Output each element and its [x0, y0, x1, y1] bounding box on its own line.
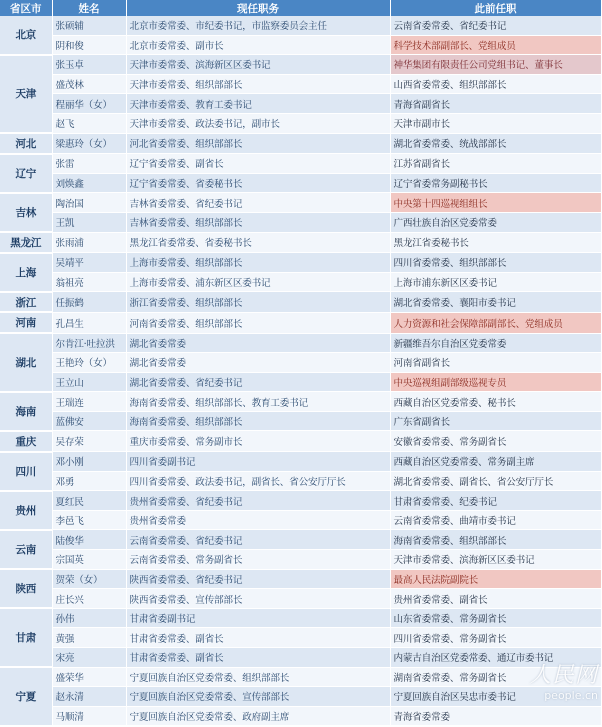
name-cell: 孙伟 [52, 608, 126, 628]
name-cell: 吴靖平 [52, 253, 126, 273]
table-row [0, 74, 601, 94]
table-row [0, 333, 601, 353]
current-post-cell: 上海市委常委、浦东新区区委书记 [126, 272, 390, 292]
previous-post-cell: 江苏省副省长 [390, 154, 601, 174]
previous-post-cell: 天津市委常委、滨海新区区委书记 [390, 550, 601, 570]
name-cell: 邓小刚 [52, 452, 126, 472]
previous-post-cell: 最高人民法院副院长 [390, 569, 601, 589]
table-row [0, 569, 601, 589]
name-cell: 赵飞 [52, 113, 126, 133]
previous-post-cell: 甘肃省委常委、纪委书记 [390, 491, 601, 511]
table-row [0, 272, 601, 292]
previous-post-cell: 中央第十四巡视组组长 [390, 193, 601, 213]
table-row [0, 212, 601, 232]
current-post-cell: 宁夏回族自治区党委常委、宣传部部长 [126, 687, 390, 707]
current-post-cell: 天津市委常委、政法委书记，副市长 [126, 113, 390, 133]
previous-post-cell: 河南省副省长 [390, 353, 601, 373]
current-post-cell: 辽宁省委常委、副省长 [126, 154, 390, 174]
name-cell: 任振鹤 [52, 292, 126, 313]
current-post-cell: 贵州省委常委 [126, 510, 390, 530]
name-cell: 盛茂林 [52, 74, 126, 94]
current-post-cell: 四川省委副书记 [126, 452, 390, 472]
previous-post-cell: 科学技术部副部长、党组成员 [390, 35, 601, 55]
current-post-cell: 甘肃省委常委、副省长 [126, 648, 390, 668]
name-cell: 尔肯江·吐拉洪 [52, 333, 126, 353]
province-cell: 河北 [0, 133, 52, 154]
previous-post-cell: 山西省委常委、组织部部长 [390, 74, 601, 94]
name-cell: 李邑飞 [52, 510, 126, 530]
name-cell: 陆俊华 [52, 530, 126, 550]
current-post-cell: 云南省委常委、常务副省长 [126, 550, 390, 570]
current-post-cell: 上海市委常委、组织部部长 [126, 253, 390, 273]
table-row [0, 510, 601, 530]
table-row [0, 154, 601, 174]
name-cell: 吴存荣 [52, 431, 126, 452]
previous-post-cell: 云南省委常委、省纪委书记 [390, 16, 601, 35]
table-row [0, 550, 601, 570]
table-row [0, 133, 601, 154]
name-cell: 刘焕鑫 [52, 173, 126, 193]
watermark-text-cn: 人民网 [528, 663, 598, 688]
name-cell: 宋亮 [52, 648, 126, 668]
current-post-cell: 黑龙江省委常委、省委秘书长 [126, 232, 390, 253]
current-post-cell: 贵州省委常委、省纪委书记 [126, 491, 390, 511]
current-post-cell: 湖北省委常委 [126, 333, 390, 353]
table-row [0, 589, 601, 609]
header-previous-post: 此前任职 [390, 0, 601, 16]
header-province: 省区市 [0, 0, 52, 16]
name-cell: 陶治国 [52, 193, 126, 213]
previous-post-cell: 天津市副市长 [390, 113, 601, 133]
header-row [0, 0, 601, 16]
previous-post-cell: 辽宁省委常务副秘书长 [390, 173, 601, 193]
name-cell: 孔昌生 [52, 312, 126, 333]
name-cell: 赵永清 [52, 687, 126, 707]
current-post-cell: 天津市委常委、教育工委书记 [126, 94, 390, 114]
table-row [0, 392, 601, 412]
table-row [0, 667, 601, 687]
table-row [0, 55, 601, 75]
current-post-cell: 河南省委常委、组织部部长 [126, 312, 390, 333]
previous-post-cell: 西藏自治区党委常委、秘书长 [390, 392, 601, 412]
table-body [0, 16, 601, 726]
province-cell: 重庆 [0, 431, 52, 452]
name-cell: 张玉卓 [52, 55, 126, 75]
header-current-post: 现任职务 [126, 0, 390, 16]
name-cell: 张硕辅 [52, 16, 126, 35]
name-cell: 阴和俊 [52, 35, 126, 55]
province-cell: 四川 [0, 452, 52, 491]
table-row [0, 372, 601, 392]
table-row [0, 530, 601, 550]
province-cell: 河南 [0, 312, 52, 333]
previous-post-cell: 贵州省委常委、副省长 [390, 589, 601, 609]
name-cell: 程丽华（女） [52, 94, 126, 114]
province-cell: 吉林 [0, 193, 52, 232]
current-post-cell: 湖北省委常委 [126, 353, 390, 373]
name-cell: 王艳玲（女） [52, 353, 126, 373]
current-post-cell: 宁夏回族自治区党委常委、政府副主席 [126, 706, 390, 726]
previous-post-cell: 西藏自治区党委常委、常务副主席 [390, 452, 601, 472]
province-cell: 黑龙江 [0, 232, 52, 253]
province-cell: 湖北 [0, 333, 52, 392]
table-row [0, 687, 601, 707]
province-cell: 云南 [0, 530, 52, 569]
previous-post-cell: 黑龙江省委秘书长 [390, 232, 601, 253]
previous-post-cell: 湖北省委常委、副省长、省公安厅厅长 [390, 471, 601, 491]
name-cell: 蓝佛安 [52, 411, 126, 431]
previous-post-cell: 青海省委常委 [390, 706, 601, 726]
province-cell: 陕西 [0, 569, 52, 608]
current-post-cell: 北京市委常委、副市长 [126, 35, 390, 55]
table-row [0, 411, 601, 431]
current-post-cell: 天津市委常委、组织部部长 [126, 74, 390, 94]
table-row [0, 312, 601, 333]
previous-post-cell: 安徽省委常委、常务副省长 [390, 431, 601, 452]
watermark-text-en: people.cn [544, 689, 598, 702]
table-row [0, 193, 601, 213]
table-row [0, 471, 601, 491]
current-post-cell: 陕西省委常委、宣传部部长 [126, 589, 390, 609]
name-cell: 王凯 [52, 212, 126, 232]
current-post-cell: 浙江省委常委、组织部部长 [126, 292, 390, 313]
previous-post-cell: 云南省委常委、曲靖市委书记 [390, 510, 601, 530]
table-row [0, 253, 601, 273]
table-row [0, 232, 601, 253]
table-row [0, 648, 601, 668]
current-post-cell: 天津市委常委、滨海新区区委书记 [126, 55, 390, 75]
table-row [0, 113, 601, 133]
province-cell: 海南 [0, 392, 52, 431]
current-post-cell: 云南省委常委、省纪委书记 [126, 530, 390, 550]
name-cell: 王瑞连 [52, 392, 126, 412]
previous-post-cell: 人力资源和社会保障部副部长、党组成员 [390, 312, 601, 333]
current-post-cell: 陕西省委常委、省纪委书记 [126, 569, 390, 589]
province-cell: 北京 [0, 16, 52, 55]
current-post-cell: 四川省委常委、政法委书记，副省长、省公安厅厅长 [126, 471, 390, 491]
current-post-cell: 湖北省委常委、省纪委书记 [126, 372, 390, 392]
previous-post-cell: 湖北省委常委、襄阳市委书记 [390, 292, 601, 313]
current-post-cell: 吉林省委常委、组织部部长 [126, 212, 390, 232]
table-row [0, 491, 601, 511]
current-post-cell: 吉林省委常委、省纪委书记 [126, 193, 390, 213]
name-cell: 翁祖亮 [52, 272, 126, 292]
current-post-cell: 辽宁省委常委、省委秘书长 [126, 173, 390, 193]
table-row [0, 292, 601, 313]
table-row [0, 628, 601, 648]
current-post-cell: 重庆市委常委、常务副市长 [126, 431, 390, 452]
name-cell: 盛荣华 [52, 667, 126, 687]
table-row [0, 173, 601, 193]
province-cell: 辽宁 [0, 154, 52, 193]
province-cell: 贵州 [0, 491, 52, 530]
current-post-cell: 海南省委常委、组织部部长 [126, 411, 390, 431]
previous-post-cell: 新疆维吾尔自治区党委常委 [390, 333, 601, 353]
previous-post-cell: 宁夏回族自治区吴忠市委书记 [390, 687, 601, 707]
header-name: 姓名 [52, 0, 126, 16]
table-row [0, 706, 601, 726]
previous-post-cell: 广东省副省长 [390, 411, 601, 431]
previous-post-cell: 四川省委常委、常务副省长 [390, 628, 601, 648]
name-cell: 马顺清 [52, 706, 126, 726]
previous-post-cell: 广西壮族自治区党委常委 [390, 212, 601, 232]
name-cell: 庄长兴 [52, 589, 126, 609]
previous-post-cell: 湖北省委常委、统战部部长 [390, 133, 601, 154]
name-cell: 邓勇 [52, 471, 126, 491]
current-post-cell: 宁夏回族自治区党委常委、组织部部长 [126, 667, 390, 687]
current-post-cell: 甘肃省委常委、副省长 [126, 628, 390, 648]
current-post-cell: 河北省委常委、组织部部长 [126, 133, 390, 154]
previous-post-cell: 神华集团有限责任公司党组书记、董事长 [390, 55, 601, 75]
name-cell: 贺荣（女） [52, 569, 126, 589]
name-cell: 张雷 [52, 154, 126, 174]
previous-post-cell: 山东省委常委、常务副省长 [390, 608, 601, 628]
previous-post-cell: 海南省委常委、组织部部长 [390, 530, 601, 550]
table-row [0, 94, 601, 114]
name-cell: 黄强 [52, 628, 126, 648]
previous-post-cell: 湖南省委常委、常务副省长 [390, 667, 601, 687]
table-row [0, 35, 601, 55]
table-row [0, 452, 601, 472]
previous-post-cell: 四川省委常委、组织部部长 [390, 253, 601, 273]
name-cell: 夏红民 [52, 491, 126, 511]
current-post-cell: 北京市委常委、市纪委书记，市监察委员会主任 [126, 16, 390, 35]
previous-post-cell: 中央巡视组副部级巡视专员 [390, 372, 601, 392]
name-cell: 王立山 [52, 372, 126, 392]
province-cell: 浙江 [0, 292, 52, 313]
table-row [0, 16, 601, 35]
name-cell: 梁惠玲（女） [52, 133, 126, 154]
previous-post-cell: 青海省副省长 [390, 94, 601, 114]
table-row [0, 608, 601, 628]
current-post-cell: 海南省委常委、组织部部长、教育工委书记 [126, 392, 390, 412]
current-post-cell: 甘肃省委副书记 [126, 608, 390, 628]
province-cell: 甘肃 [0, 608, 52, 667]
previous-post-cell: 内蒙古自治区党委常委、通辽市委书记 [390, 648, 601, 668]
province-cell: 天津 [0, 55, 52, 133]
province-cell: 宁夏 [0, 667, 52, 726]
province-cell: 上海 [0, 253, 52, 292]
name-cell: 宗国英 [52, 550, 126, 570]
previous-post-cell: 上海市浦东新区区委书记 [390, 272, 601, 292]
table-row [0, 431, 601, 452]
table-row [0, 353, 601, 373]
name-cell: 张雨浦 [52, 232, 126, 253]
